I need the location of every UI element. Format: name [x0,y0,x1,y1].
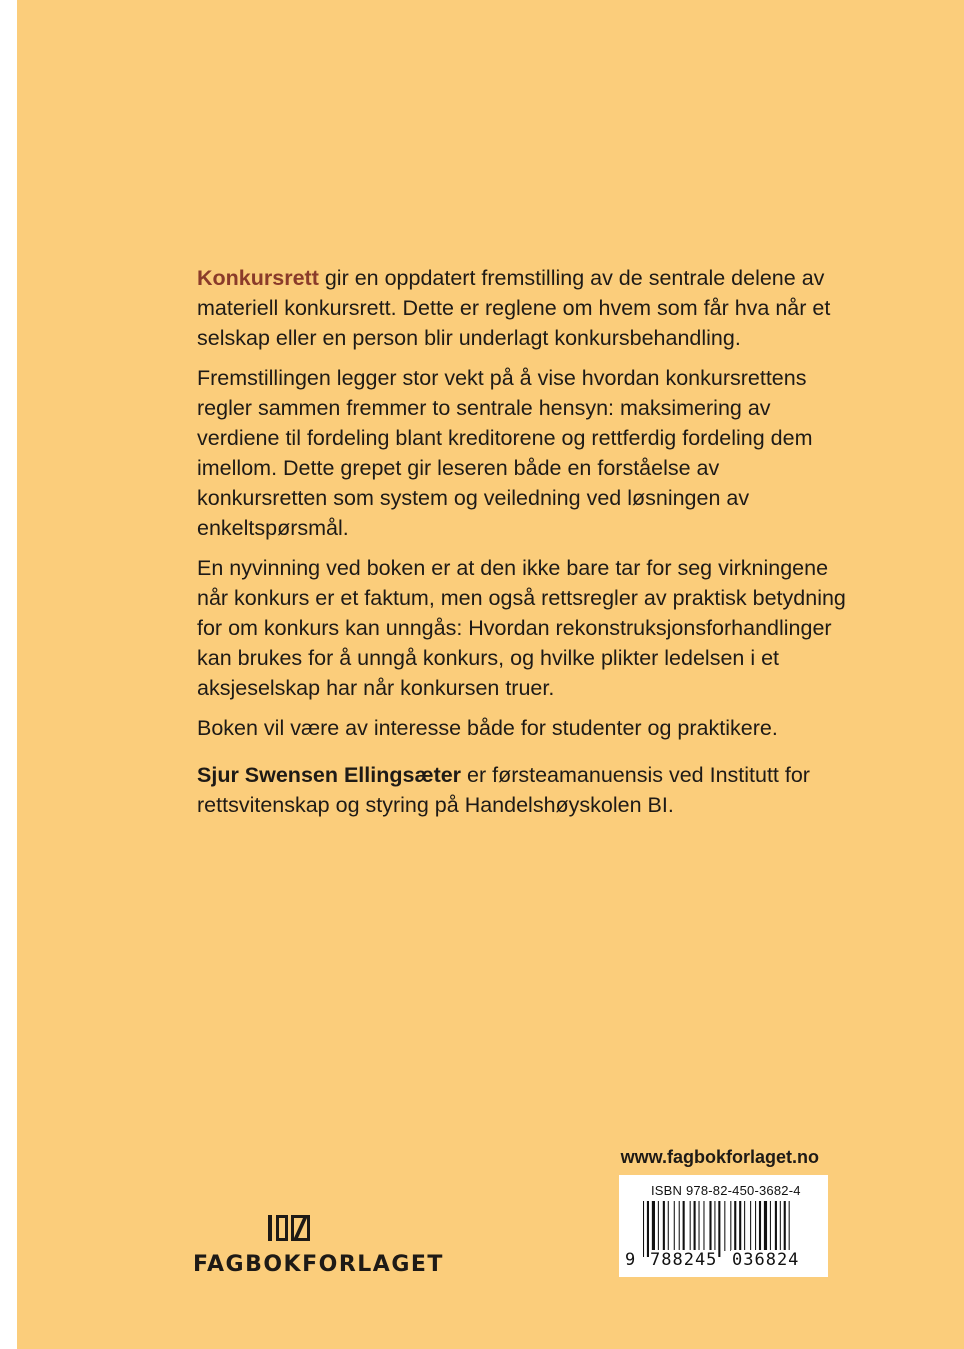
book-back-cover [17,0,964,1349]
barcode-bar [730,1201,731,1251]
barcode-bar [652,1201,655,1251]
blurb-paragraph-2: Fremstillingen legger stor vekt på å vise hvordan konkursrettens regler sammen fremmer to sentrale hensyn: maksimering av verdiene til fordeling blant kreditorene og rettferdig fordeling dem imellom. Dette grepet gir leseren både en forståelse av konkursretten som system og veiledning ved løsningen av enkeltspørsmål. [197,366,813,540]
publisher-website[interactable]: www.fagbokforlaget.no [620,1147,819,1167]
barcode-bar [679,1201,680,1251]
barcode-digit-first: 9 [625,1250,636,1270]
barcode-bar [663,1201,665,1251]
isbn-label: ISBN 978-82-450-3682-4 [651,1183,801,1198]
book-title-inline: Konkursrett [197,266,319,290]
barcode-bar [764,1201,767,1251]
barcode-bar [724,1201,725,1251]
barcode-bar [750,1201,751,1251]
barcode-bar [690,1201,691,1251]
barcode-bar [784,1201,786,1257]
barcode-bar [694,1201,696,1251]
barcode-bar [643,1201,644,1257]
barcode-bar [674,1201,675,1251]
barcode-bar [780,1201,781,1251]
publisher-name: FAGBOKFORLAGET [193,1252,444,1277]
blurb-paragraph-4: Boken vil være av interesse både for studenter og praktikere. [197,716,778,740]
author-bio [197,760,847,820]
barcode-bar [755,1201,756,1251]
blurb-text [197,263,847,753]
barcode-bar [647,1201,649,1257]
isbn-barcode [619,1175,828,1277]
barcode-bar [789,1201,790,1257]
barcode-digits-right: 036824 [732,1250,800,1270]
barcode-bar [739,1201,741,1251]
blurb-paragraph-3: En nyvinning ved boken er at den ikke bare tar for seg virkningene når konkurs er et faktum, men også rettsregler av praktisk betydning for om konkurs kan unngås: Hvordan rekonstruksjonsforhandlinger kan brukes for å unngå konkurs, og hvilke plikter ledelsen i et aksjeselskap har når konkursen truer. [197,556,846,700]
blurb-paragraph-1-text: gir en oppdatert fremstilling av de sentrale delene av materiell konkursrett. Dette er reglene om hvem som får hva når et selskap eller en person blir underlagt konkursbehandling. [197,266,831,350]
barcode-bar [770,1201,771,1251]
barcode-bar [709,1201,711,1251]
barcode-bar [683,1201,685,1251]
author-description: er førsteamanuensis ved Institutt for rettsvitenskap og styring på Handelshøyskolen BI. [197,763,810,817]
barcode-bars [643,1201,813,1257]
barcode-bar [775,1201,777,1251]
publisher-logo [193,1210,444,1280]
barcode-bar [718,1201,720,1257]
barcode-bar [714,1201,715,1257]
book-logo-icon [267,1214,311,1242]
barcode-bar [668,1201,669,1251]
barcode-bar [759,1201,761,1251]
barcode-bar [658,1201,659,1251]
blurb-paragraph-1 [197,263,847,353]
barcode-bar [734,1201,736,1251]
barcode-digits-left: 788245 [650,1250,718,1270]
barcode-bar [703,1201,704,1251]
author-name: Sjur Swensen Ellingsæter [197,763,462,787]
barcode-bar [744,1201,745,1251]
barcode-digits [619,1250,828,1272]
barcode-bar [699,1201,700,1251]
